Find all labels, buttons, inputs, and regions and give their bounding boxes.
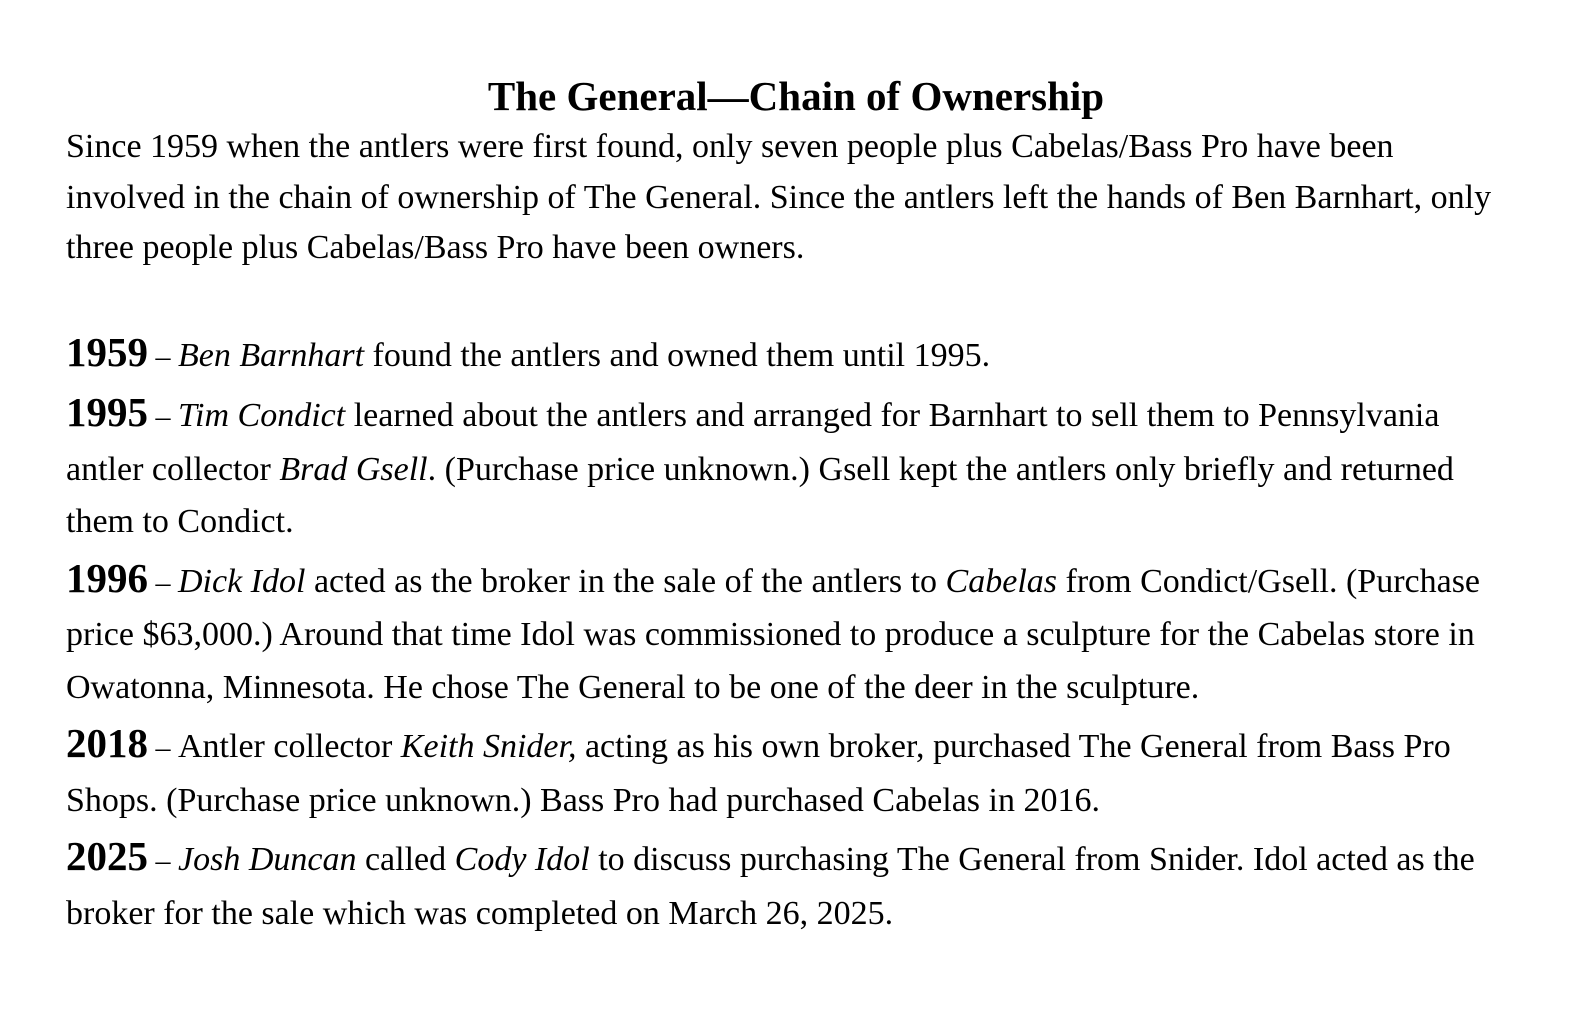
timeline-entry-1996: [66, 552, 1506, 715]
timeline-entry-1995: [66, 386, 1506, 549]
entry-text-continued: from Condict/Gsell. (Purchase price $63,000.) Around that time Idol was commissioned to produce a sculpture for the Cabelas store in Owatonna, Minnesota. He chose The General to be one of the deer in the sculpture.: [66, 562, 1481, 706]
entry-text: called: [356, 841, 455, 878]
entry-year: 1959: [66, 328, 148, 375]
entry-year: 1996: [66, 554, 148, 601]
entry-text: found the antlers and owned them until 1995.: [364, 336, 991, 374]
page-title: The General—Chain of Ownership: [487, 73, 1105, 119]
timeline-entry-2018: [66, 717, 1506, 827]
entry-owner-name: Dick Idol: [178, 562, 306, 600]
entry-text: learned about the antlers and arranged for Barnhart to sell them to Pennsylvania antler collector: [66, 397, 1440, 488]
entry-year: 2025: [66, 833, 148, 879]
entry-text: acting as his own broker, purchased The General from Bass Pro Shops. (Purchase price unknown.) Bass Pro had purchased Cabelas in 2016.: [66, 728, 1451, 819]
entry-dash: –: [148, 565, 178, 599]
entry-text-continued: to discuss purchasing The General from Snider. Idol acted as the broker for the sale which was completed on March 26, 2025.: [66, 841, 1475, 932]
entry-text-lead: Antler collector: [178, 728, 401, 765]
entry-dash: –: [148, 400, 178, 433]
entry-owner-name: Josh Duncan: [178, 841, 357, 878]
entry-owner-name: Keith Snider,: [400, 728, 577, 765]
entry-year: 2018: [66, 720, 148, 766]
entry-secondary-name: Brad Gsell: [279, 450, 428, 488]
entry-secondary-name: Cody Idol: [454, 841, 590, 878]
entry-dash: –: [148, 339, 178, 373]
entry-year: 1995: [66, 389, 148, 435]
document-page: [66, 70, 1506, 943]
entry-text: acted as the broker in the sale of the antlers to: [305, 562, 946, 600]
timeline-entry-2025: [66, 830, 1506, 940]
entry-dash: –: [148, 731, 178, 764]
entry-text-continued: . (Purchase price unknown.) Gsell kept the antlers only briefly and returned them to Condict.: [66, 450, 1454, 540]
entry-owner-name: Tim Condict: [178, 397, 346, 434]
intro-paragraph: Since 1959 when the antlers were first found, only seven people plus Cabelas/Bass Pro have been involved in the chain of ownership of The General. Since the antlers left the hands of Ben Barnhart, only three people plus Cabelas/Bass Pro have been owners.: [66, 128, 1492, 266]
entry-dash: –: [148, 844, 178, 877]
timeline-entry-1959: [66, 326, 1506, 384]
entry-secondary-name: Cabelas: [945, 562, 1057, 600]
entry-owner-name: Ben Barnhart: [178, 336, 365, 374]
